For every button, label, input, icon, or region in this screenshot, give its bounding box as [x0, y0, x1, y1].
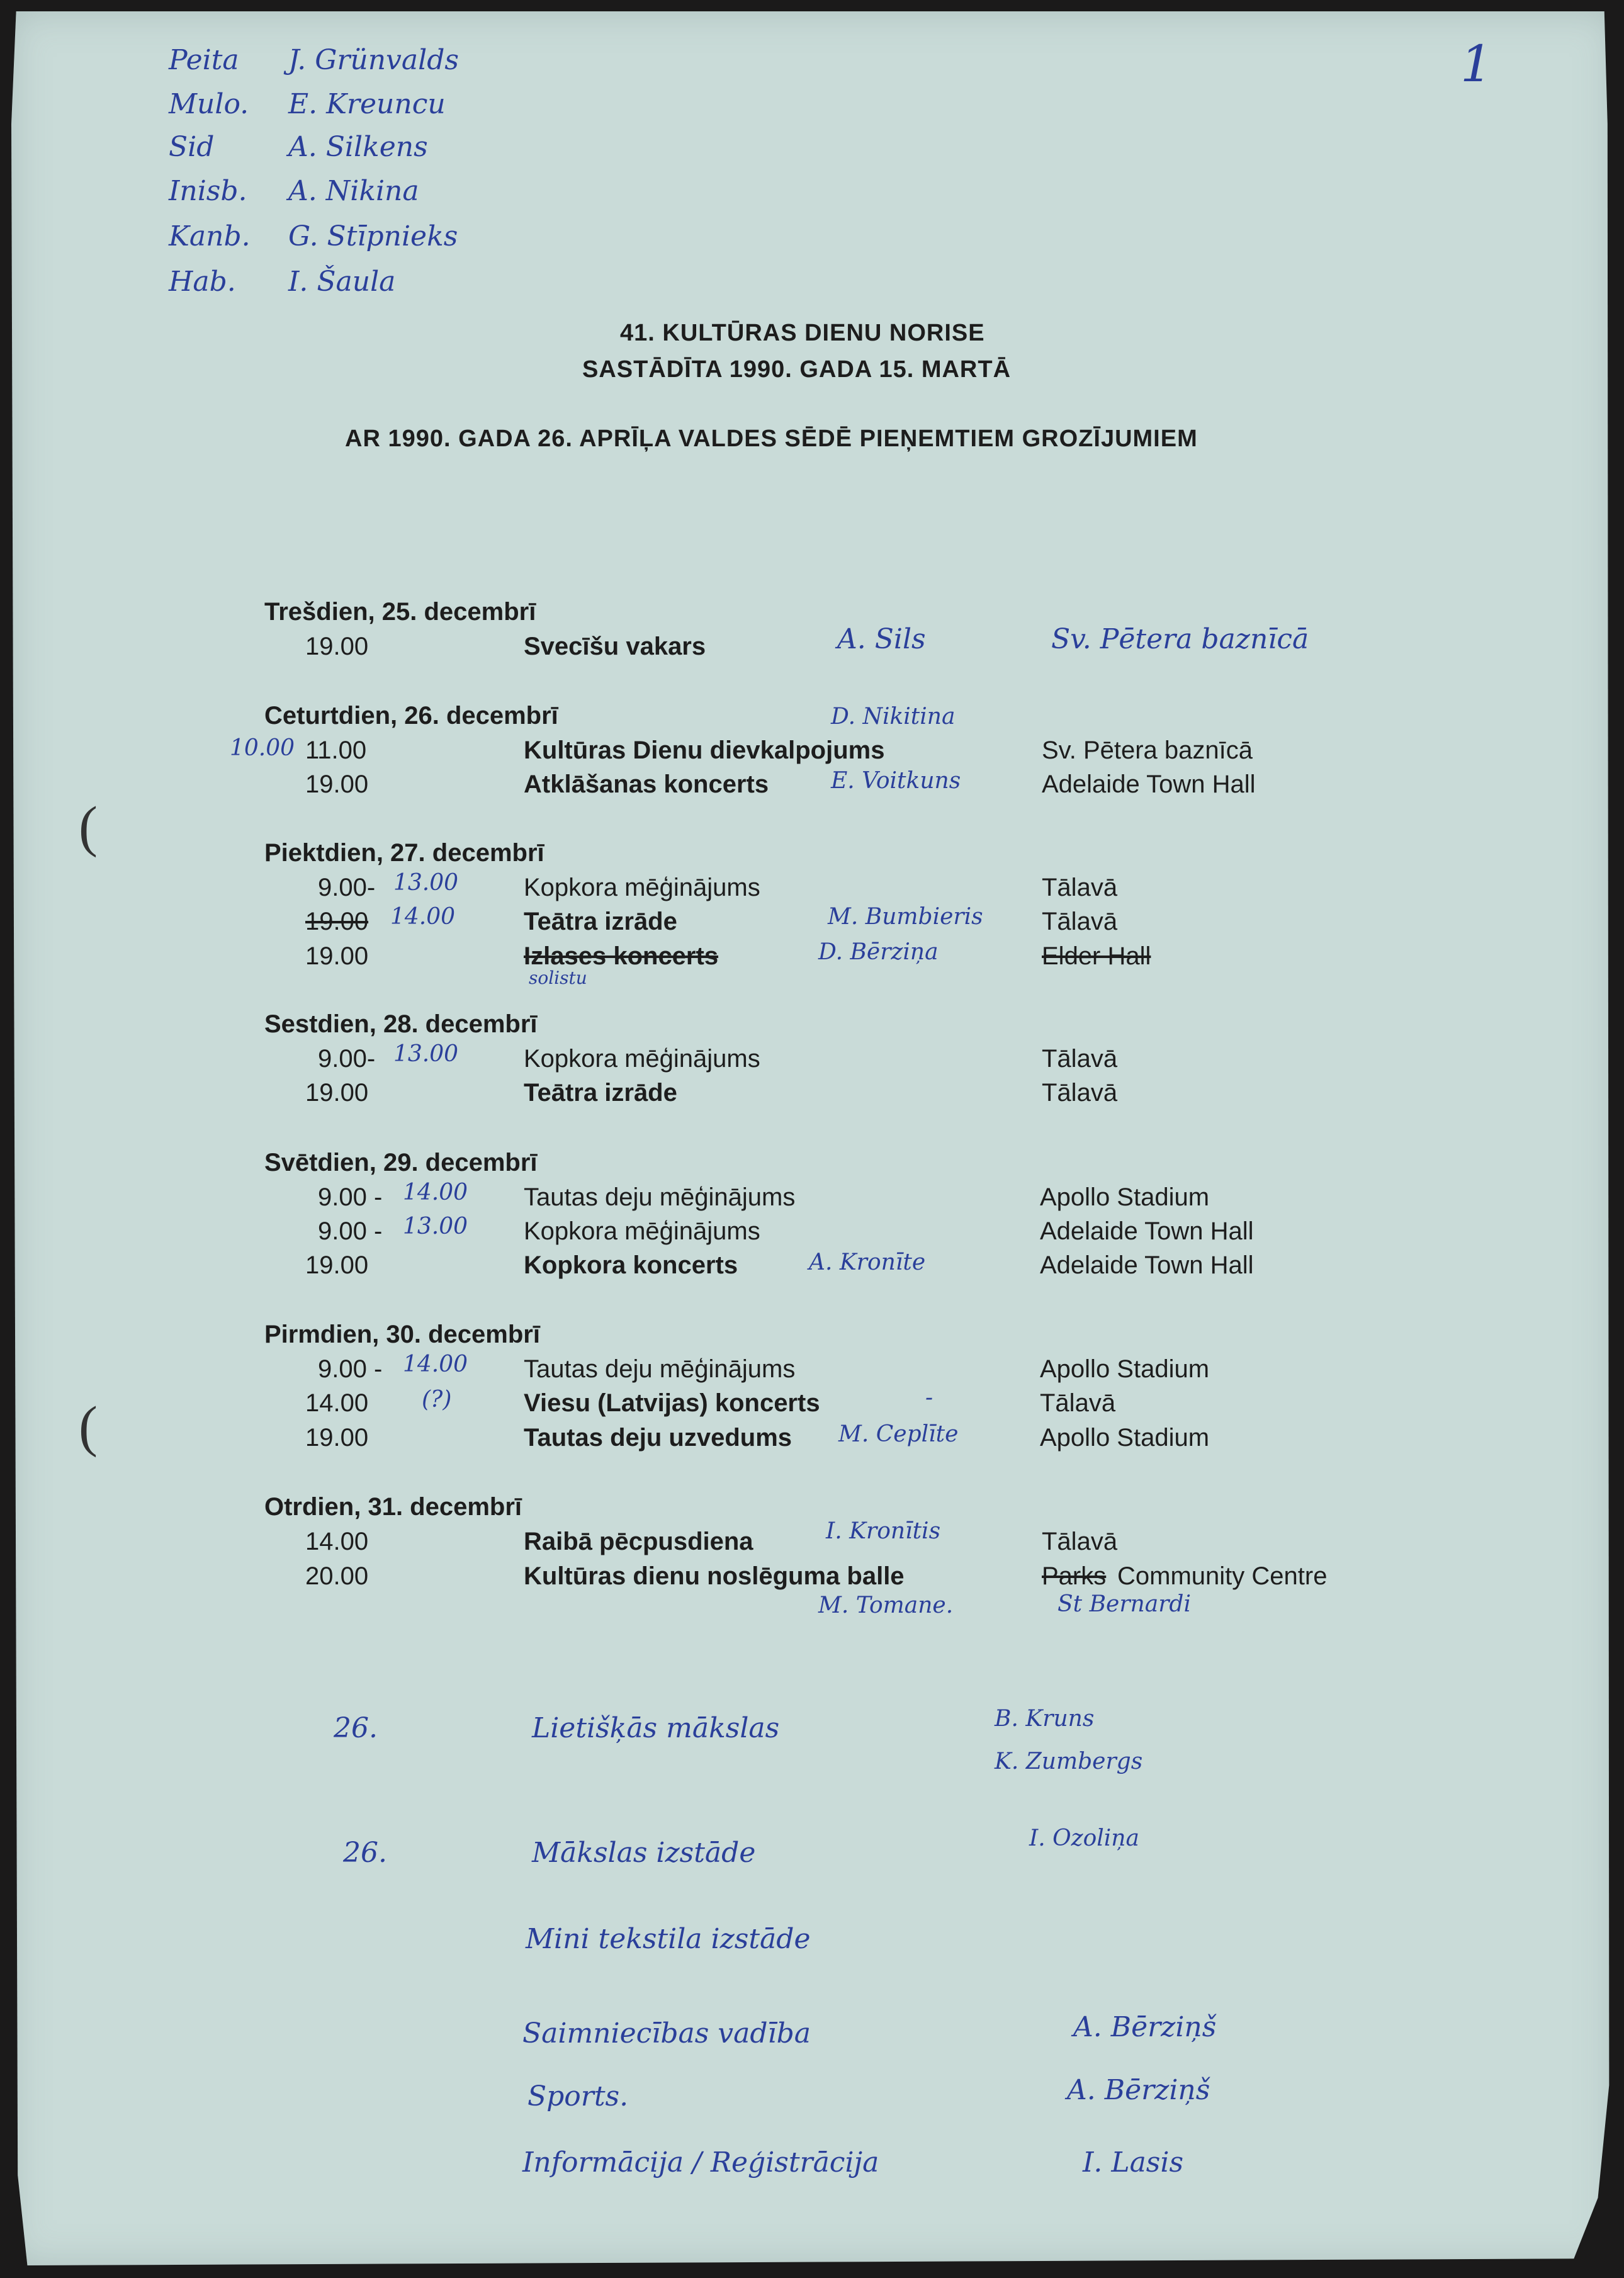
event-title: Svecīšu vakars — [524, 633, 706, 660]
event-note: solistu — [529, 967, 587, 988]
time-note: 13.00 — [403, 1214, 468, 1239]
event-title: Tautas deju mēģinājums — [524, 1183, 796, 1211]
role-name: E. Kreuncu — [288, 88, 446, 120]
addition-person: K. Zumbergs — [995, 1749, 1143, 1774]
event-person: - — [925, 1385, 933, 1411]
event-title: Kopkora mēģinājums — [524, 874, 760, 901]
event-time: 9.00- — [318, 1045, 376, 1073]
time-note: 14.00 — [390, 904, 456, 930]
event-title: Kopkora mēģinājums — [524, 1217, 760, 1245]
event-title: Kopkora koncerts — [524, 1251, 738, 1279]
event-place: Sv. Pētera baznīcā — [1051, 623, 1309, 655]
event-place: Apollo Stadium — [1040, 1424, 1210, 1452]
event-person: M. Ceplīte — [838, 1421, 959, 1447]
event-time: 19.00 — [305, 633, 369, 660]
event-time: 9.00 - — [318, 1183, 383, 1211]
event-time: 14.00 — [305, 1528, 369, 1555]
role-label: Kanb. — [169, 220, 251, 252]
day-heading: Svētdien, 29. decembrī — [264, 1149, 538, 1176]
event-place: Apollo Stadium — [1040, 1183, 1210, 1211]
place-note: St Bernardi — [1057, 1591, 1191, 1617]
event-person: M. Tomane. — [818, 1593, 954, 1618]
role-name: J. Grünvalds — [288, 44, 459, 76]
event-place: Tālavā — [1040, 1389, 1116, 1417]
event-time: 11.00 — [305, 736, 367, 764]
title-line-1: 41. KULTŪRAS DIENU NORISE — [620, 320, 985, 346]
event-place: Tālavā — [1042, 908, 1118, 935]
title-line-2: SASTĀDĪTA 1990. GADA 15. MARTĀ — [582, 356, 1012, 383]
event-place: Tālavā — [1042, 1045, 1118, 1073]
event-title: Izlases koncerts — [524, 942, 719, 970]
event-person: A. Sils — [837, 623, 926, 655]
addition-item: Mākslas izstāde — [532, 1837, 756, 1869]
addition-item: Sports. — [527, 2080, 629, 2112]
addition-date: 26. — [334, 1712, 378, 1744]
addition-date: 26. — [343, 1837, 387, 1869]
role-label: Sid — [169, 131, 215, 163]
addition-person: I. Lasis — [1083, 2146, 1184, 2179]
event-person: D. Nikitina — [831, 704, 956, 730]
addition-person: I. Ozoliņa — [1029, 1825, 1139, 1851]
event-time: 19.00 — [305, 1251, 369, 1279]
event-place: Community Centre — [1117, 1562, 1328, 1590]
day-heading: Piektdien, 27. decembrī — [264, 839, 544, 867]
event-title: Kultūras dienu noslēguma balle — [524, 1562, 905, 1590]
time-note: 14.00 — [403, 1351, 468, 1377]
addition-item: Lietišķās mākslas — [532, 1712, 780, 1744]
event-time: 9.00 - — [318, 1355, 383, 1383]
role-name: A. Silkens — [288, 131, 428, 163]
event-person: M. Bumbieris — [828, 904, 983, 930]
event-time: 19.00 — [305, 942, 369, 970]
event-place: Sv. Pētera baznīcā — [1042, 736, 1253, 764]
event-place: Adelaide Town Hall — [1040, 1251, 1254, 1279]
event-place: Tālavā — [1042, 874, 1118, 901]
event-person: A. Kronīte — [809, 1249, 926, 1275]
event-title: Raibā pēcpusdiena — [524, 1528, 753, 1555]
addition-person: A. Bērziņš — [1073, 2011, 1217, 2043]
role-name: G. Stīpnieks — [288, 220, 458, 252]
role-label: Peita — [169, 44, 239, 76]
event-time: 19.00 — [305, 1424, 369, 1452]
event-place: Adelaide Town Hall — [1040, 1217, 1254, 1245]
time-note: 14.00 — [403, 1180, 468, 1205]
addition-item: Informācija / Reģistrācija — [522, 2146, 879, 2179]
addition-person: B. Kruns — [995, 1706, 1095, 1732]
event-title: Teātra izrāde — [524, 908, 677, 935]
day-heading: Otrdien, 31. decembrī — [264, 1493, 522, 1521]
event-time: 20.00 — [305, 1562, 369, 1590]
event-person: I. Kronītis — [826, 1518, 941, 1544]
role-label: Hab. — [169, 266, 236, 298]
event-person: D. Bērziņa — [818, 939, 939, 965]
event-time: 19.00 — [305, 1079, 369, 1107]
event-title: Kultūras Dienu dievkalpojums — [524, 736, 885, 764]
event-title: Tautas deju uzvedums — [524, 1424, 792, 1452]
day-heading: Sestdien, 28. decembrī — [264, 1010, 538, 1038]
event-time: 9.00 - — [318, 1217, 383, 1245]
event-time: 9.00- — [318, 874, 376, 901]
time-note: (?) — [422, 1387, 452, 1412]
event-time-struck: 19.00 — [305, 908, 369, 935]
page-number: 1 — [1460, 35, 1492, 93]
event-place: Adelaide Town Hall — [1042, 770, 1256, 798]
event-title: Kopkora mēģinājums — [524, 1045, 760, 1073]
event-title: Viesu (Latvijas) koncerts — [524, 1389, 820, 1417]
addition-person: A. Bērziņš — [1067, 2074, 1210, 2106]
event-place: Apollo Stadium — [1040, 1355, 1210, 1383]
addition-item: Mini tekstila izstāde — [526, 1923, 811, 1955]
day-heading: Pirmdien, 30. decembrī — [264, 1321, 540, 1348]
addition-item: Saimniecības vadība — [522, 2017, 811, 2050]
day-heading: Trešdien, 25. decembrī — [264, 598, 536, 626]
margin-mark: ( — [79, 1396, 98, 1458]
time-note: 13.00 — [393, 1041, 459, 1067]
event-title: Atklāšanas koncerts — [524, 770, 769, 798]
day-heading: Ceturtdien, 26. decembrī — [264, 702, 558, 730]
margin-mark: ( — [79, 796, 98, 858]
role-label: Mulo. — [169, 88, 249, 120]
event-place: Tālavā — [1042, 1528, 1118, 1555]
role-name: A. Nikina — [288, 175, 419, 207]
event-place: Tālavā — [1042, 1079, 1118, 1107]
event-title: Tautas deju mēģinājums — [524, 1355, 796, 1383]
event-person: E. Voitkuns — [831, 768, 961, 794]
event-title: Teātra izrāde — [524, 1079, 677, 1107]
time-note: 13.00 — [393, 870, 459, 896]
role-label: Inisb. — [169, 175, 247, 207]
title-line-3: AR 1990. GADA 26. APRĪĻA VALDES SĒDĒ PIEŅEMTIEM GROZĪJUMIEM — [345, 426, 1198, 452]
event-place: Elder Hall — [1042, 942, 1151, 970]
event-time: 14.00 — [305, 1389, 369, 1417]
document-page — [11, 11, 1614, 2265]
role-name: I. Šaula — [288, 266, 396, 298]
event-place-struck: Parks — [1042, 1562, 1107, 1590]
event-time: 19.00 — [305, 770, 369, 798]
time-note: 10.00 — [230, 735, 295, 761]
